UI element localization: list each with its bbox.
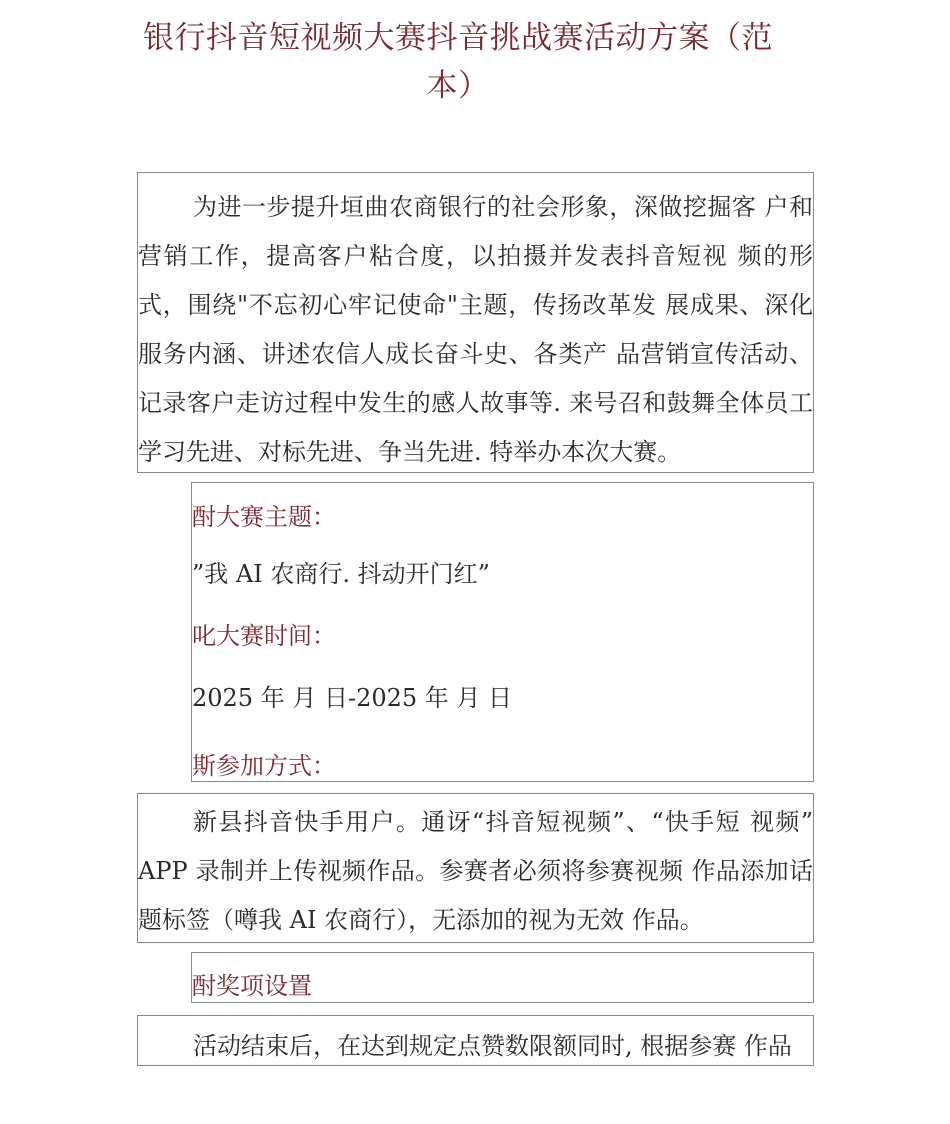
intro-section [137, 172, 814, 473]
theme-heading: 酎大赛主题： [192, 503, 336, 531]
contest-info-section [191, 482, 814, 782]
method-section [137, 793, 814, 943]
awards-heading-section [191, 952, 814, 1003]
method-heading: 斯参加方式： [192, 752, 336, 780]
awards-heading: 酎奖项设置 [192, 972, 312, 1000]
awards-paragraph: 活动结束后，在达到规定点赞数限额同时, 根据参赛 作品 [193, 1032, 792, 1060]
time-heading: 叱大赛时间： [192, 622, 336, 650]
document-title: 银行抖音短视频大赛抖音挑战赛活动方案（范本） [143, 20, 773, 104]
time-value: 2025 年 月 日-2025 年 月 日 [192, 684, 513, 712]
theme-value: ”我 AI 农商行. 抖动开门红” [192, 560, 490, 588]
method-paragraph: 新县抖音快手用户。通讶“抖音短视频”、“快手短 视频” APP 录制并上传视频作品。参赛者必须将参赛视频 作品添加话题标签（噂我 AI 农商行），无添加的视为无效 作品。 [138, 808, 813, 934]
awards-section [137, 1015, 814, 1066]
intro-paragraph: 为进一步提升垣曲农商银行的社会形象，深做挖掘客 户和营销工作，提高客户粘合度，以拍摄并发表抖音短视 频的形式，围绕"不忘初心牢记使命"主题，传扬改革发 展成果、深化服务内涵、讲述农信人成长奋斗史、各类产 品营销宣传活动、记录客户走访过程中发生的感人故事等. 来号召和鼓舞全体员工学习先进、对标先进、争当先进. 特举办本次大赛。 [138, 193, 813, 466]
